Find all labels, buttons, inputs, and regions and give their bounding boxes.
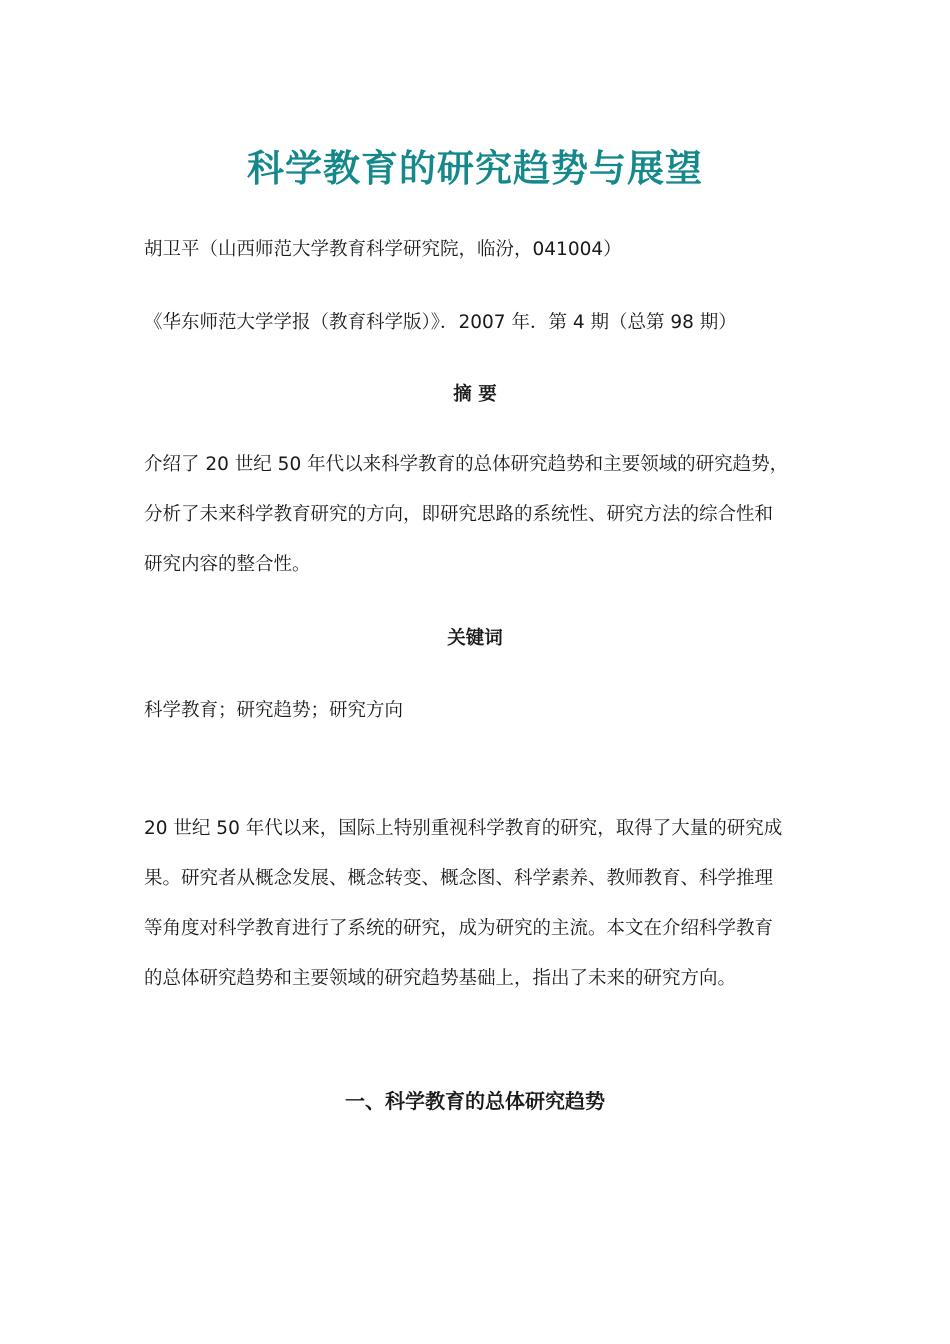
abstract-line: 分析了未来科学教育研究的方向，即研究思路的系统性、研究方法的综合性和 <box>144 504 774 525</box>
abstract-heading: 摘 要 <box>453 384 497 405</box>
section-heading: 一、科学教育的总体研究趋势 <box>345 1089 605 1113</box>
intro-paragraph <box>144 804 806 1004</box>
keywords-heading: 关键词 <box>447 628 503 649</box>
intro-line: 20 世纪 50 年代以来，国际上特别重视科学教育的研究，取得了大量的研究成 <box>144 818 783 839</box>
author-line: 胡卫平（山西师范大学教育科学研究院，临汾，041004） <box>144 239 622 260</box>
source-line: 《华东师范大学学报（教育科学版）》．2007 年．第 4 期（总第 98 期） <box>144 312 737 333</box>
abstract-paragraph <box>144 440 806 590</box>
intro-line: 果。研究者从概念发展、概念转变、概念图、科学素养、教师教育、科学推理 <box>144 868 774 889</box>
keywords-text: 科学教育；研究趋势；研究方向 <box>144 700 404 721</box>
abstract-line: 介绍了 20 世纪 50 年代以来科学教育的总体研究趋势和主要领域的研究趋势， <box>144 454 789 475</box>
intro-line: 等角度对科学教育进行了系统的研究，成为研究的主流。本文在介绍科学教育 <box>144 918 774 939</box>
intro-line: 的总体研究趋势和主要领域的研究趋势基础上，指出了未来的研究方向。 <box>144 968 737 989</box>
document-title: 科学教育的研究趋势与展望 <box>247 147 703 190</box>
abstract-line: 研究内容的整合性。 <box>144 554 311 575</box>
